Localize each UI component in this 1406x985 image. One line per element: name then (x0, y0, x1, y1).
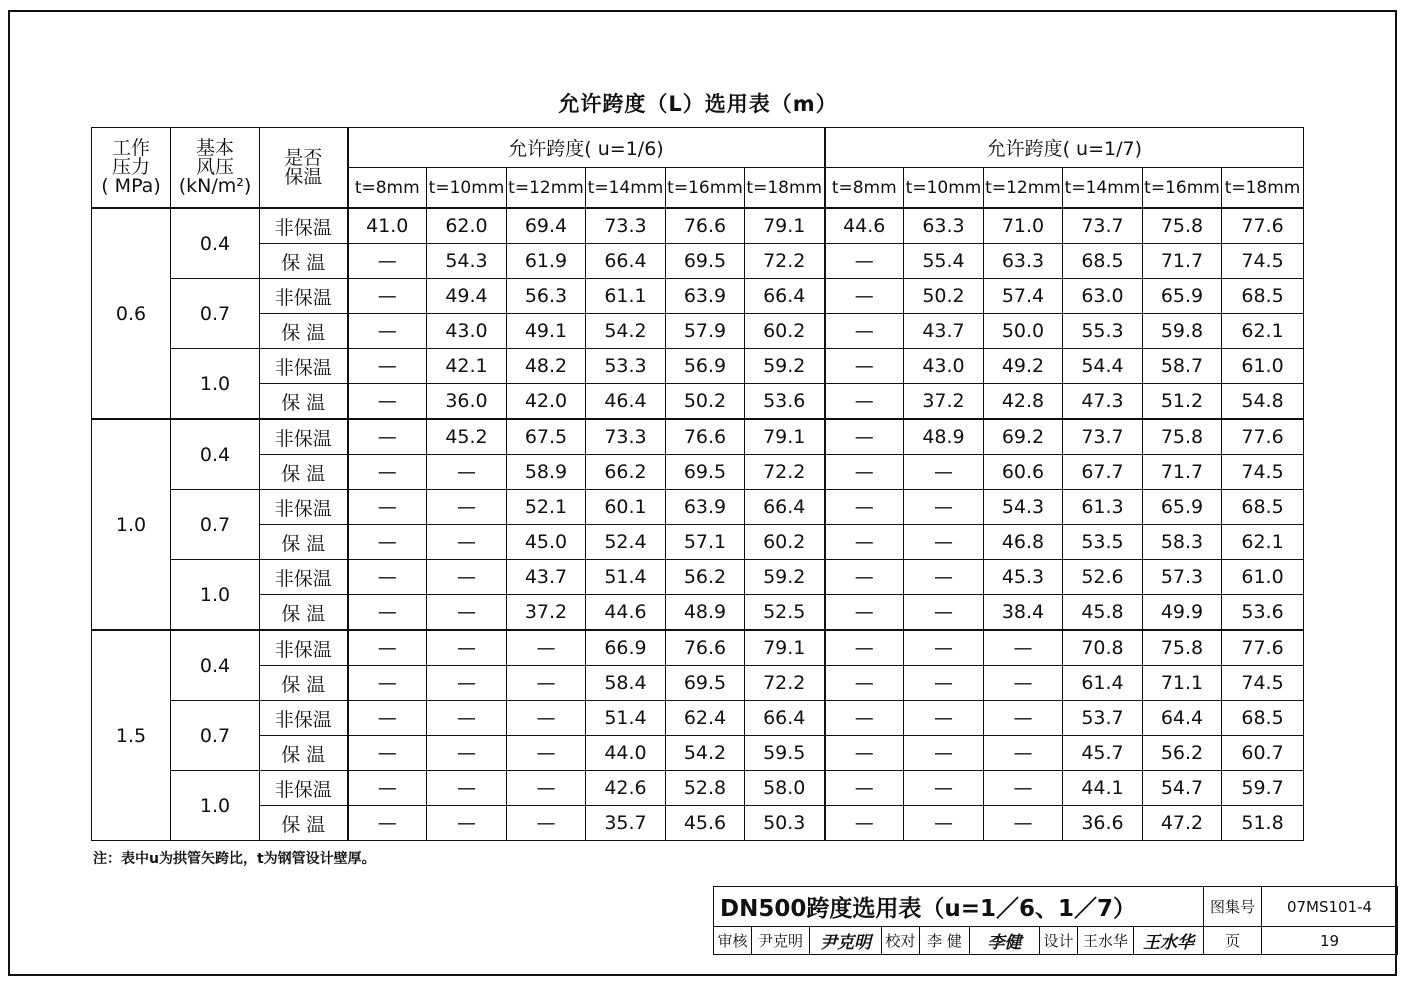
span-value-cell: — (904, 806, 984, 841)
thickness-header: t=16mm (1143, 168, 1222, 209)
span-value-cell: 50.2 (666, 384, 745, 420)
span-value-cell: 62.0 (427, 208, 507, 244)
span-value-cell: — (427, 560, 507, 595)
span-value-cell: — (825, 771, 904, 806)
span-value-cell: — (348, 736, 427, 771)
span-value-cell: — (348, 419, 427, 455)
span-value-cell: 69.5 (666, 244, 745, 279)
wind-cell: 0.4 (171, 419, 260, 490)
span-value-cell: — (825, 244, 904, 279)
thickness-header: t=18mm (1222, 168, 1304, 209)
thickness-header: t=12mm (507, 168, 586, 209)
span-value-cell: — (348, 525, 427, 560)
span-value-cell: — (904, 771, 984, 806)
span-value-cell: 58.0 (745, 771, 825, 806)
span-value-cell: 61.0 (1222, 560, 1304, 595)
span-value-cell: 75.8 (1143, 419, 1222, 455)
span-value-cell: — (825, 455, 904, 490)
span-value-cell: 71.1 (1143, 666, 1222, 701)
span-value-cell: — (825, 419, 904, 455)
span-value-cell: 67.7 (1063, 455, 1143, 490)
insulation-cell: 非保温 (260, 279, 348, 314)
insulation-cell: 保 温 (260, 736, 348, 771)
span-value-cell: — (825, 630, 904, 666)
table-row (92, 595, 1304, 631)
span-value-cell: 72.2 (745, 455, 825, 490)
span-value-cell: 58.4 (586, 666, 666, 701)
span-value-cell: 70.8 (1063, 630, 1143, 666)
span-value-cell: — (348, 349, 427, 384)
table-note: 注：表中u为拱管矢跨比，t为钢管设计壁厚。 (93, 851, 376, 867)
span-value-cell: 51.2 (1143, 384, 1222, 420)
span-value-cell: 44.0 (586, 736, 666, 771)
table-row (92, 666, 1304, 701)
group-header-u17: 允许跨度( u=1/7) (825, 128, 1304, 168)
span-value-cell: — (825, 384, 904, 420)
thickness-header: t=10mm (904, 168, 984, 209)
span-value-cell: 73.3 (586, 208, 666, 244)
span-value-cell: 61.4 (1063, 666, 1143, 701)
span-value-cell: — (427, 595, 507, 631)
span-value-cell: 53.5 (1063, 525, 1143, 560)
wind-header: 基本 风压 (kN/m²) (171, 128, 260, 209)
table-row (92, 349, 1304, 384)
span-value-cell: 66.4 (745, 490, 825, 525)
span-value-cell: 36.6 (1063, 806, 1143, 841)
atlas-label: 图集号 (1204, 887, 1262, 927)
span-value-cell: — (984, 806, 1063, 841)
wind-cell: 1.0 (171, 771, 260, 841)
span-value-cell: 50.0 (984, 314, 1063, 349)
span-value-cell: 44.1 (1063, 771, 1143, 806)
wind-cell: 1.0 (171, 349, 260, 420)
span-value-cell: 75.8 (1143, 630, 1222, 666)
span-value-cell: 57.9 (666, 314, 745, 349)
span-value-cell: 43.7 (507, 560, 586, 595)
span-value-cell: 47.3 (1063, 384, 1143, 420)
span-value-cell: 52.5 (745, 595, 825, 631)
insulation-cell: 非保温 (260, 701, 348, 736)
insulation-cell: 非保温 (260, 349, 348, 384)
span-value-cell: 60.6 (984, 455, 1063, 490)
thickness-header: t=8mm (825, 168, 904, 209)
span-value-cell: 57.4 (984, 279, 1063, 314)
span-value-cell: 58.7 (1143, 349, 1222, 384)
span-value-cell: — (348, 279, 427, 314)
span-value-cell: 52.1 (507, 490, 586, 525)
span-value-cell: 69.5 (666, 666, 745, 701)
thickness-header: t=16mm (666, 168, 745, 209)
span-value-cell: 63.3 (984, 244, 1063, 279)
span-value-cell: 59.2 (745, 349, 825, 384)
span-value-cell: 52.6 (1063, 560, 1143, 595)
span-value-cell: 51.8 (1222, 806, 1304, 841)
table-row (92, 279, 1304, 314)
span-value-cell: — (427, 666, 507, 701)
span-value-cell: 42.8 (984, 384, 1063, 420)
insulation-cell: 非保温 (260, 419, 348, 455)
span-value-cell: — (427, 701, 507, 736)
span-value-cell: 46.8 (984, 525, 1063, 560)
insulation-header: 是否 保温 (260, 128, 348, 209)
span-value-cell: — (348, 806, 427, 841)
span-value-cell: 63.3 (904, 208, 984, 244)
span-value-cell: 71.7 (1143, 244, 1222, 279)
span-value-cell: 55.3 (1063, 314, 1143, 349)
span-value-cell: 79.1 (745, 630, 825, 666)
thickness-header: t=10mm (427, 168, 507, 209)
table-row (92, 701, 1304, 736)
span-value-cell: — (348, 244, 427, 279)
span-value-cell: 63.9 (666, 490, 745, 525)
span-value-cell: 50.2 (904, 279, 984, 314)
wind-cell: 0.7 (171, 279, 260, 349)
span-value-cell: — (427, 455, 507, 490)
span-value-cell: 65.9 (1143, 490, 1222, 525)
designer-signature: 王水华 (1134, 927, 1204, 955)
span-value-cell: 48.9 (904, 419, 984, 455)
thickness-header: t=8mm (348, 168, 427, 209)
insulation-cell: 非保温 (260, 560, 348, 595)
span-value-cell: — (348, 701, 427, 736)
span-value-cell: 46.4 (586, 384, 666, 420)
title-block (713, 886, 1398, 955)
span-value-cell: 73.7 (1063, 208, 1143, 244)
page-label: 页 (1204, 927, 1262, 955)
span-value-cell: — (507, 806, 586, 841)
span-value-cell: 63.9 (666, 279, 745, 314)
span-value-cell: 73.3 (586, 419, 666, 455)
insulation-cell: 保 温 (260, 525, 348, 560)
span-value-cell: 77.6 (1222, 208, 1304, 244)
span-value-cell: 61.1 (586, 279, 666, 314)
table-row (92, 560, 1304, 595)
span-value-cell: — (904, 455, 984, 490)
span-value-cell: 52.4 (586, 525, 666, 560)
span-value-cell: — (904, 560, 984, 595)
span-value-cell: 49.4 (427, 279, 507, 314)
span-value-cell: 54.3 (427, 244, 507, 279)
span-value-cell: 59.2 (745, 560, 825, 595)
insulation-cell: 保 温 (260, 666, 348, 701)
span-value-cell: — (348, 455, 427, 490)
span-value-cell: 64.4 (1143, 701, 1222, 736)
span-value-cell: 41.0 (348, 208, 427, 244)
table-row (92, 736, 1304, 771)
span-value-cell: 77.6 (1222, 630, 1304, 666)
span-value-cell: 68.5 (1222, 279, 1304, 314)
span-value-cell: 79.1 (745, 208, 825, 244)
insulation-cell: 保 温 (260, 244, 348, 279)
table-row (92, 314, 1304, 349)
span-value-cell: 67.5 (507, 419, 586, 455)
table-row (92, 208, 1304, 244)
span-value-cell: — (427, 736, 507, 771)
span-value-cell: — (427, 525, 507, 560)
wind-cell: 0.4 (171, 208, 260, 279)
span-value-cell: 42.6 (586, 771, 666, 806)
span-value-cell: — (507, 666, 586, 701)
span-value-cell: — (507, 771, 586, 806)
span-value-cell: 69.2 (984, 419, 1063, 455)
span-value-cell: 60.1 (586, 490, 666, 525)
span-value-cell: 74.5 (1222, 666, 1304, 701)
span-value-cell: 60.2 (745, 314, 825, 349)
span-value-cell: 72.2 (745, 666, 825, 701)
thickness-header: t=12mm (984, 168, 1063, 209)
span-value-cell: 61.9 (507, 244, 586, 279)
span-value-cell: 36.0 (427, 384, 507, 420)
span-value-cell: — (825, 314, 904, 349)
span-value-cell: — (904, 525, 984, 560)
insulation-cell: 保 温 (260, 595, 348, 631)
span-value-cell: 79.1 (745, 419, 825, 455)
span-value-cell: 62.1 (1222, 314, 1304, 349)
span-value-cell: 54.8 (1222, 384, 1304, 420)
pressure-cell: 0.6 (92, 208, 171, 419)
wind-cell: 0.7 (171, 490, 260, 560)
span-value-cell: — (984, 771, 1063, 806)
span-value-cell: — (507, 630, 586, 666)
insulation-cell: 保 温 (260, 806, 348, 841)
wind-cell: 0.4 (171, 630, 260, 701)
span-value-cell: 53.7 (1063, 701, 1143, 736)
thickness-header: t=14mm (1063, 168, 1143, 209)
span-value-cell: — (825, 701, 904, 736)
span-value-cell: 66.2 (586, 455, 666, 490)
span-value-cell: — (825, 666, 904, 701)
check-label: 校对 (882, 927, 920, 955)
span-value-cell: — (348, 666, 427, 701)
insulation-cell: 非保温 (260, 630, 348, 666)
table-row (92, 244, 1304, 279)
span-value-cell: — (348, 384, 427, 420)
span-value-cell: 53.6 (1222, 595, 1304, 631)
table-row (92, 384, 1304, 420)
span-value-cell: — (348, 560, 427, 595)
span-value-cell: — (348, 630, 427, 666)
span-value-cell: — (427, 806, 507, 841)
span-value-cell: — (984, 666, 1063, 701)
span-value-cell: — (904, 736, 984, 771)
pressure-header: 工作 压力 ( MPa) (92, 128, 171, 209)
span-value-cell: 53.3 (586, 349, 666, 384)
span-value-cell: — (348, 771, 427, 806)
span-value-cell: 66.9 (586, 630, 666, 666)
span-value-cell: 43.0 (427, 314, 507, 349)
span-value-cell: 61.0 (1222, 349, 1304, 384)
span-value-cell: 56.2 (1143, 736, 1222, 771)
pressure-cell: 1.0 (92, 419, 171, 630)
span-value-cell: 52.8 (666, 771, 745, 806)
span-table (91, 127, 1304, 841)
span-value-cell: 54.7 (1143, 771, 1222, 806)
span-value-cell: 44.6 (586, 595, 666, 631)
span-value-cell: — (507, 701, 586, 736)
span-value-cell: — (825, 525, 904, 560)
checker-signature: 李健 (970, 927, 1040, 955)
span-value-cell: 77.6 (1222, 419, 1304, 455)
span-value-cell: 68.5 (1222, 701, 1304, 736)
span-value-cell: — (984, 701, 1063, 736)
thickness-header: t=18mm (745, 168, 825, 209)
checker-name: 李 健 (920, 927, 970, 955)
pressure-cell: 1.5 (92, 630, 171, 841)
reviewer-name: 尹克明 (752, 927, 810, 955)
span-value-cell: 45.8 (1063, 595, 1143, 631)
span-value-cell: — (825, 736, 904, 771)
span-value-cell: 71.7 (1143, 455, 1222, 490)
span-value-cell: 60.7 (1222, 736, 1304, 771)
span-value-cell: 45.6 (666, 806, 745, 841)
insulation-cell: 保 温 (260, 314, 348, 349)
span-value-cell: 69.4 (507, 208, 586, 244)
span-value-cell: 74.5 (1222, 455, 1304, 490)
span-value-cell: 66.4 (586, 244, 666, 279)
span-value-cell: 68.5 (1222, 490, 1304, 525)
span-value-cell: 54.2 (666, 736, 745, 771)
span-value-cell: 54.4 (1063, 349, 1143, 384)
span-value-cell: 35.7 (586, 806, 666, 841)
span-value-cell: 58.9 (507, 455, 586, 490)
span-value-cell: — (348, 490, 427, 525)
span-value-cell: 65.9 (1143, 279, 1222, 314)
span-value-cell: 72.2 (745, 244, 825, 279)
span-value-cell: 37.2 (507, 595, 586, 631)
span-value-cell: — (825, 560, 904, 595)
wind-cell: 1.0 (171, 560, 260, 631)
span-value-cell: — (904, 595, 984, 631)
span-value-cell: 59.7 (1222, 771, 1304, 806)
span-value-cell: 45.3 (984, 560, 1063, 595)
span-value-cell: 61.3 (1063, 490, 1143, 525)
span-value-cell: 49.1 (507, 314, 586, 349)
span-value-cell: 56.9 (666, 349, 745, 384)
table-row (92, 455, 1304, 490)
group-header-u16: 允许跨度( u=1/6) (348, 128, 825, 168)
span-value-cell: 45.0 (507, 525, 586, 560)
span-value-cell: — (825, 279, 904, 314)
span-value-cell: — (984, 736, 1063, 771)
span-value-cell: 56.3 (507, 279, 586, 314)
span-value-cell: 48.2 (507, 349, 586, 384)
span-value-cell: 59.8 (1143, 314, 1222, 349)
span-value-cell: 57.1 (666, 525, 745, 560)
review-label: 审核 (714, 927, 752, 955)
insulation-cell: 保 温 (260, 384, 348, 420)
drawing-title: DN500跨度选用表（u=1／6、1／7） (714, 887, 1204, 927)
table-row (92, 419, 1304, 455)
span-value-cell: 51.4 (586, 560, 666, 595)
wind-cell: 0.7 (171, 701, 260, 771)
span-value-cell: 49.2 (984, 349, 1063, 384)
design-label: 设计 (1040, 927, 1078, 955)
span-value-cell: 66.4 (745, 701, 825, 736)
designer-name: 王水华 (1078, 927, 1134, 955)
span-value-cell: 69.5 (666, 455, 745, 490)
span-value-cell: 75.8 (1143, 208, 1222, 244)
span-value-cell: 43.7 (904, 314, 984, 349)
span-value-cell: 76.6 (666, 419, 745, 455)
span-value-cell: 42.0 (507, 384, 586, 420)
span-value-cell: 38.4 (984, 595, 1063, 631)
span-value-cell: — (984, 630, 1063, 666)
span-value-cell: 71.0 (984, 208, 1063, 244)
span-value-cell: — (825, 806, 904, 841)
span-value-cell: — (348, 314, 427, 349)
atlas-number: 07MS101-4 (1262, 887, 1398, 927)
span-value-cell: — (904, 630, 984, 666)
span-value-cell: — (825, 349, 904, 384)
span-value-cell: 53.6 (745, 384, 825, 420)
span-value-cell: 55.4 (904, 244, 984, 279)
span-value-cell: 48.9 (666, 595, 745, 631)
span-value-cell: 56.2 (666, 560, 745, 595)
table-row (92, 630, 1304, 666)
span-value-cell: — (427, 771, 507, 806)
span-value-cell: 62.1 (1222, 525, 1304, 560)
span-value-cell: 43.0 (904, 349, 984, 384)
span-value-cell: — (427, 490, 507, 525)
thickness-header: t=14mm (586, 168, 666, 209)
span-value-cell: 47.2 (1143, 806, 1222, 841)
span-value-cell: 66.4 (745, 279, 825, 314)
table-title: 允许跨度（L）选用表（m） (558, 92, 838, 116)
span-value-cell: 76.6 (666, 208, 745, 244)
span-value-cell: 37.2 (904, 384, 984, 420)
span-value-cell: 49.9 (1143, 595, 1222, 631)
table-row (92, 525, 1304, 560)
span-value-cell: — (825, 595, 904, 631)
span-value-cell: 45.2 (427, 419, 507, 455)
span-value-cell: 76.6 (666, 630, 745, 666)
span-value-cell: 45.7 (1063, 736, 1143, 771)
span-value-cell: 73.7 (1063, 419, 1143, 455)
span-value-cell: — (904, 701, 984, 736)
span-value-cell: — (825, 490, 904, 525)
span-value-cell: 44.6 (825, 208, 904, 244)
span-value-cell: 42.1 (427, 349, 507, 384)
span-value-cell: 74.5 (1222, 244, 1304, 279)
span-value-cell: 60.2 (745, 525, 825, 560)
table-row (92, 806, 1304, 841)
span-value-cell: 62.4 (666, 701, 745, 736)
span-value-cell: — (348, 595, 427, 631)
table-row (92, 771, 1304, 806)
span-value-cell: 59.5 (745, 736, 825, 771)
span-value-cell: — (427, 630, 507, 666)
span-value-cell: 50.3 (745, 806, 825, 841)
span-value-cell: 58.3 (1143, 525, 1222, 560)
insulation-cell: 非保温 (260, 490, 348, 525)
reviewer-signature: 尹克明 (810, 927, 882, 955)
span-value-cell: 51.4 (586, 701, 666, 736)
span-value-cell: 54.2 (586, 314, 666, 349)
insulation-cell: 非保温 (260, 208, 348, 244)
span-value-cell: — (904, 666, 984, 701)
span-value-cell: — (904, 490, 984, 525)
insulation-cell: 保 温 (260, 455, 348, 490)
span-value-cell: 63.0 (1063, 279, 1143, 314)
span-value-cell: 68.5 (1063, 244, 1143, 279)
table-row (92, 490, 1304, 525)
span-value-cell: — (507, 736, 586, 771)
insulation-cell: 非保温 (260, 771, 348, 806)
span-value-cell: 54.3 (984, 490, 1063, 525)
page-number: 19 (1262, 927, 1398, 955)
span-value-cell: 57.3 (1143, 560, 1222, 595)
